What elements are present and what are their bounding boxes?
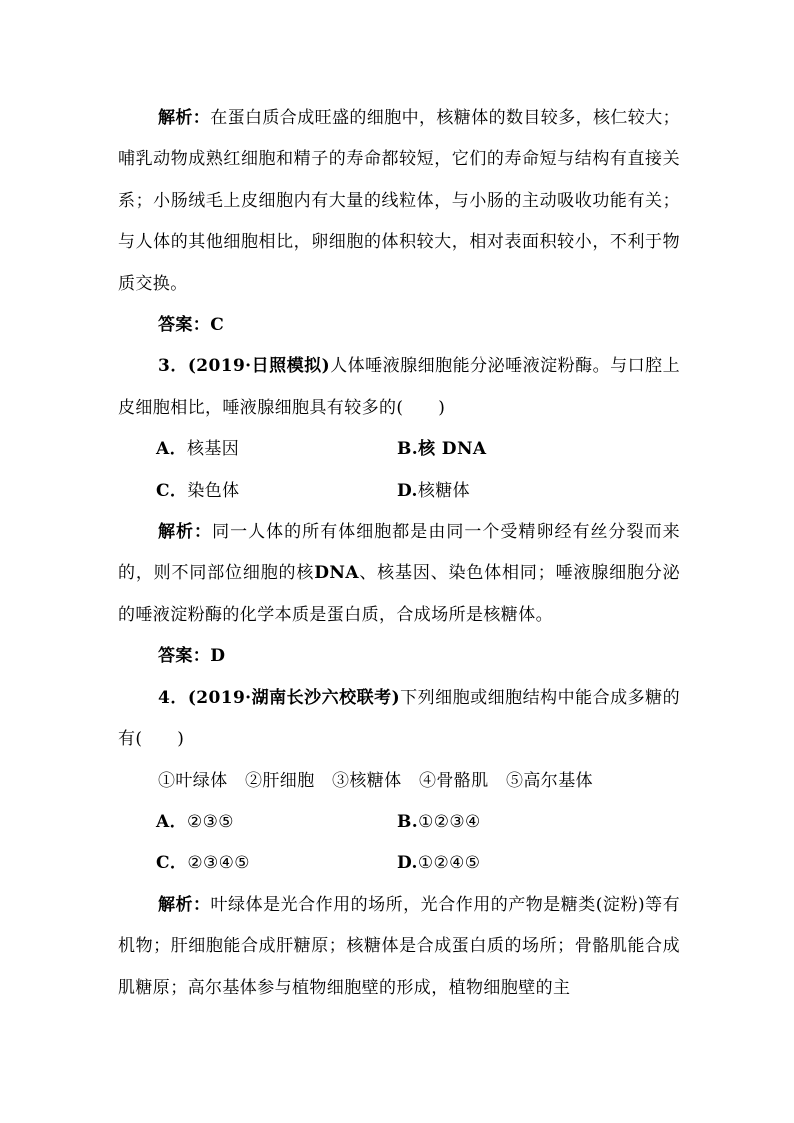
option-c[interactable] — [156, 471, 397, 512]
option-text: ②③⑤ — [187, 811, 234, 832]
answer-line-1 — [118, 305, 680, 346]
option-a[interactable] — [156, 802, 397, 843]
options-row — [118, 429, 680, 470]
analysis-paragraph-4 — [118, 885, 680, 1009]
answer-line-3 — [118, 636, 680, 677]
option-text: 核糖体 — [417, 480, 471, 501]
option-letter: C． — [156, 480, 188, 501]
option-a[interactable] — [156, 429, 397, 470]
analysis-text: 叶绿体是光合作用的场所，光合作用的产物是糖类(淀粉)等有机物；肝细胞能合成肝糖原；核糖体是合成蛋白质的场所；骨骼肌能合成肌糖原；高尔基体参与植物细胞壁的形成，植物细胞壁的主 — [118, 894, 681, 998]
analysis-text-bold: DNA — [314, 563, 359, 584]
question-4-items — [118, 761, 680, 802]
option-letter: A． — [156, 811, 187, 832]
analysis-paragraph-3 — [118, 512, 680, 636]
question-source: (2019·湖南长沙六校联考) — [187, 687, 401, 708]
option-text: ①②④⑤ — [417, 853, 481, 874]
analysis-label: 解析： — [158, 894, 211, 915]
question-number: 4． — [158, 687, 188, 708]
answer-label: 答案： — [158, 315, 211, 336]
document-page — [118, 98, 680, 1009]
option-text: 核 DNA — [418, 439, 487, 460]
item-list: ①叶绿体 ②肝细胞 ③核糖体 ④骨骼肌 ⑤高尔基体 — [158, 770, 593, 791]
analysis-text: 同一人体的所有体细胞都是由同一个受精卵经有丝分裂而来的，则不同部位细胞的核 — [118, 522, 681, 584]
analysis-paragraph-1 — [118, 98, 680, 305]
analysis-label: 解析： — [158, 108, 211, 128]
analysis-text: 、核基因、染色体相同；唾液腺细胞分泌的唾液淀粉酶的化学本质是蛋白质，合成场所是核糖体。 — [118, 563, 680, 625]
question-source: (2019·日照模拟) — [187, 356, 331, 377]
option-letter: B. — [397, 439, 419, 460]
option-letter: B. — [397, 811, 419, 832]
analysis-text: 在蛋白质合成旺盛的细胞中，核糖体的数目较多，核仁较大；哺乳动物成熟红细胞和精子的寿命都较短，它们的寿命短与结构有直接关系；小肠绒毛上皮细胞内有大量的线粒体，与小肠的主动吸收功能有关；与人体的其他细胞相比，卵细胞的体积较大，相对表面积较小，不利于物质交换。 — [118, 108, 681, 294]
answer-label: 答案： — [158, 646, 211, 667]
option-letter: D. — [397, 480, 418, 501]
option-text: ①②③④ — [418, 811, 481, 832]
option-letter: D. — [397, 853, 418, 874]
option-b[interactable] — [397, 429, 486, 470]
question-number: 3． — [158, 356, 188, 377]
option-letter: C． — [156, 853, 188, 874]
option-c[interactable] — [156, 843, 397, 884]
options-row — [118, 471, 680, 512]
option-b[interactable] — [397, 802, 481, 843]
option-text: 染色体 — [187, 480, 240, 501]
options-row — [118, 843, 680, 884]
question-text: 下列细胞或细胞结构中能合成多糖的有( ) — [118, 687, 680, 750]
question-4-stem — [118, 678, 680, 761]
analysis-label: 解析： — [158, 522, 213, 543]
option-text: 核基因 — [187, 439, 240, 460]
option-text: ②③④⑤ — [187, 853, 250, 874]
option-d[interactable] — [397, 843, 480, 884]
question-text: 人体唾液腺细胞能分泌唾液淀粉酶。与口腔上皮细胞相比，唾液腺细胞具有较多的( ) — [118, 356, 680, 418]
answer-value: C — [210, 315, 225, 336]
answer-value: D — [210, 646, 226, 667]
options-row — [118, 802, 680, 843]
question-3-stem — [118, 346, 680, 429]
option-letter: A． — [156, 439, 187, 460]
option-d[interactable] — [397, 471, 470, 512]
